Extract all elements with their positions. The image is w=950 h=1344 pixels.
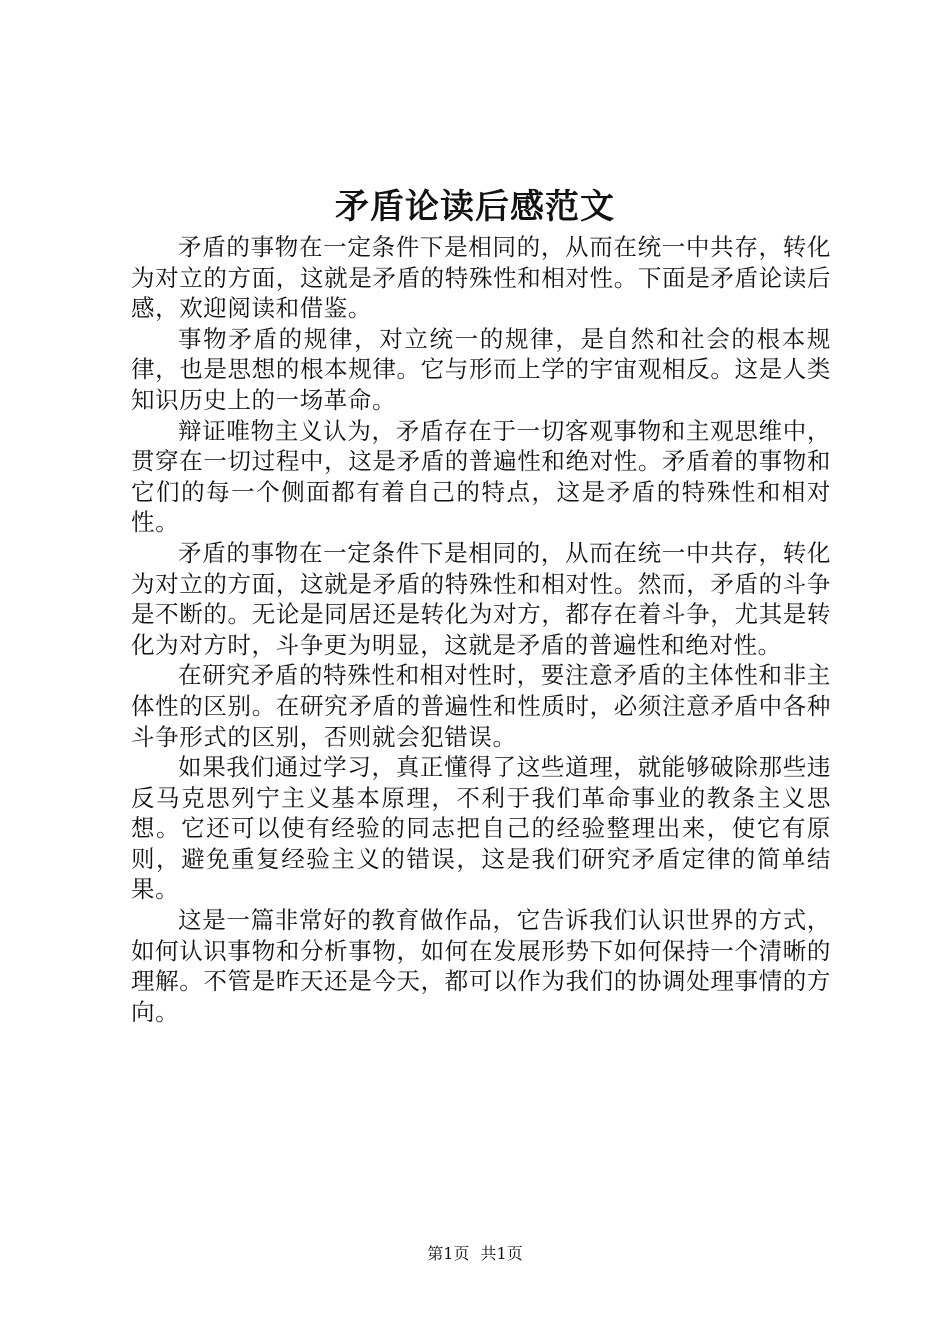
paragraph: 在研究矛盾的特殊性和相对性时，要注意矛盾的主体性和非主体性的区别。在研究矛盾的普遍性和性质时，必须注意矛盾中各种斗争形式的区别，否则就会犯错误。 <box>131 661 831 751</box>
page-total: 共1页 <box>480 1244 523 1263</box>
paragraph: 辩证唯物主义认为，矛盾存在于一切客观事物和主观思维中，贯穿在一切过程中，这是矛盾的普遍性和绝对性。矛盾着的事物和它们的每一个侧面都有着自己的特点，这是矛盾的特殊性和相对性。 <box>131 416 831 537</box>
paragraph: 这是一篇非常好的教育做作品，它告诉我们认识世界的方式，如何认识事物和分析事物，如何在发展形势下如何保持一个清晰的理解。不管是昨天还是今天，都可以作为我们的协调处理事情的方向。 <box>131 906 831 1026</box>
paragraph: 如果我们通过学习，真正懂得了这些道理，就能够破除那些违反马克思列宁主义基本原理，不利于我们革命事业的教条主义思想。它还可以使有经验的同志把自己的经验整理出来，使它有原则，避免重复经验主义的错误，这是我们研究矛盾定律的简单结果。 <box>131 753 831 904</box>
page-number: 第1页 <box>427 1244 470 1263</box>
page-footer <box>0 1243 950 1265</box>
paragraph: 事物矛盾的规律，对立统一的规律，是自然和社会的根本规律，也是思想的根本规律。它与形而上学的宇宙观相反。这是人类知识历史上的一场革命。 <box>131 324 831 414</box>
paragraph: 矛盾的事物在一定条件下是相同的，从而在统一中共存，转化为对立的方面，这就是矛盾的特殊性和相对性。然而，矛盾的斗争是不断的。无论是同居还是转化为对方，都存在着斗争，尤其是转化为对方时，斗争更为明显，这就是矛盾的普遍性和绝对性。 <box>131 538 831 659</box>
paragraph: 矛盾的事物在一定条件下是相同的，从而在统一中共存，转化为对立的方面，这就是矛盾的特殊性和相对性。下面是矛盾论读后感，欢迎阅读和借鉴。 <box>131 233 831 323</box>
document-title: 矛盾论读后感范文 <box>335 187 615 227</box>
document-body <box>131 232 831 1027</box>
